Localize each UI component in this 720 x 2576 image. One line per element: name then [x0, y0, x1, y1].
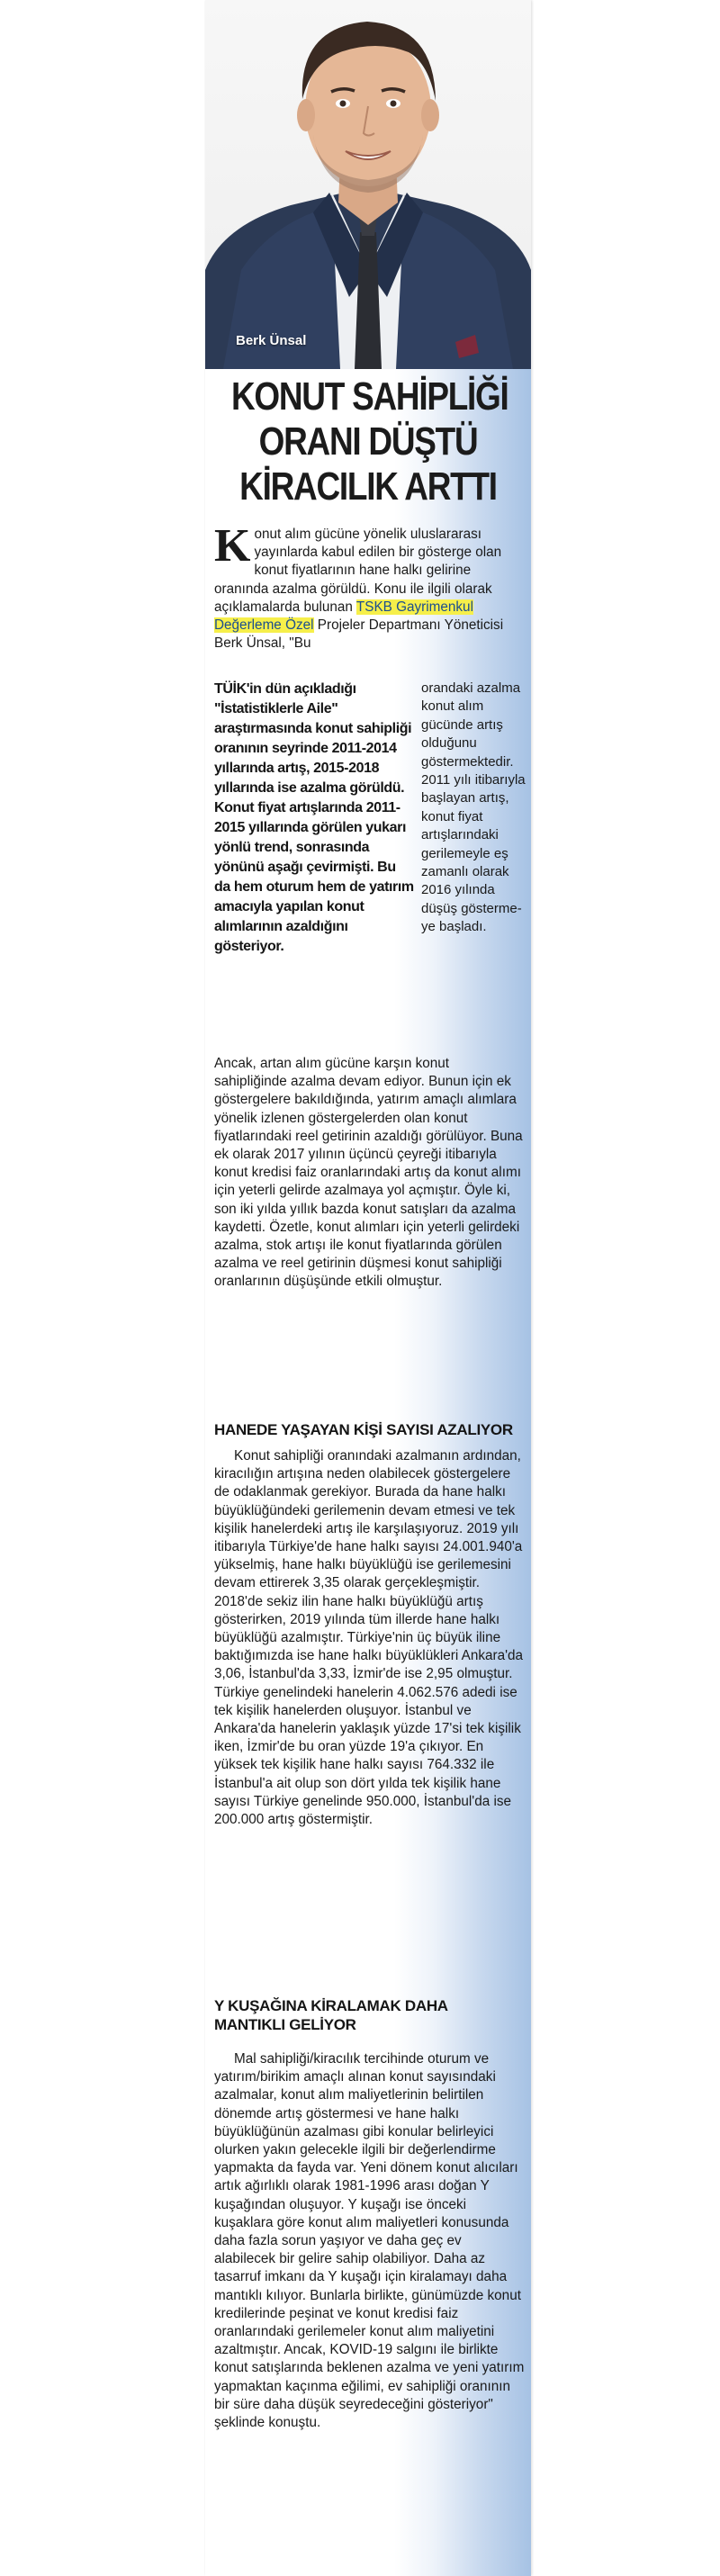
highlighted-company-name: TSKB Gayrimenkul Değerleme Özel: [214, 599, 473, 634]
lead-text-b: Projeler Departmanı Yöneticisi Berk Ünsal, "Bu: [214, 617, 504, 652]
body-paragraph-3: Mal sahipliği/kiracılık tercihinde oturum ve yatırım/birikim amaçlı alınan konut sayısındaki azalmalar, konut alım maliyetlerinin belirtilen dönemde artış göstermesi ve hane halkı büyüklüğünün azalması gibi konular belirleyici olurken yakın gelecekle ilgili bir değerlendirme yapmakta da fayda var. Yeni dönem konut alıcıları artık ağırlıklı olarak 1981-1996 arası doğan Y kuşağından oluşuyor. Y kuşağı ise önceki kuşaklara göre konut alım maliyetleri konusunda daha fazla sorun yaşıyor ve daha geç ev alabilecek bir gelire sahip olabiliyor. Daha az tasarruf imkanı da Y kuşağı için kiralamayı daha mantıklı kılıyor. Bunlarla birlikte, günümüzde konut kredilerinde peşinat ve konut kredisi faiz oranlarındaki gerilemeler konut alım maliyetini azaltmıştır. Ancak, KOVID-19 salgını ile birlikte konut satışlarında beklenen azalma ve yeni yatırım yapmaktan kaçınma eğilimi, ev sahipliği oranının bir süre daha düşük seyredeceğini gösteriyor" şeklinde konuştu.: [214, 2051, 525, 2431]
headline-line-1: KONUT SAHİPLİĞİ: [230, 374, 508, 419]
portrait-photo: [205, 0, 531, 369]
lead-text-a: onut alım gücüne yönelik uluslararası yayınlarda kabul edilen bir gösterge olan konut fiyatlarının hane halkı gelirine oranında azalma görüldü. Konu ile ilgili olarak açıklamalarda bulunan: [214, 527, 502, 615]
news-clipping: [205, 0, 531, 2576]
photo-caption: Berk Ünsal: [236, 333, 307, 348]
headline-line-2: ORANI DÜŞTÜ: [258, 419, 478, 464]
drop-cap: K: [214, 520, 251, 572]
subhead-household-size: HANEDE YAŞAYAN KİŞİ SAYISI AZALIYOR: [214, 1421, 513, 1438]
subhead-generation-y: Y KUŞAĞINA KİRALAMAK DAHA MANTIKLI GELİYOR: [214, 1997, 448, 2033]
headline-line-3: KİRACILIK ARTTI: [239, 464, 497, 509]
headline: [230, 374, 508, 509]
pull-quote: TÜİK'in dün açıkladığı "İstatistiklerle Aile" araştırmasında konut sahipliği oranının seyrinde 2011-2014 yıllarında artış, 2015-2018 yıllarında ise azalma görüldü. Konut fiyat artışlarında 2011-2015 yıllarında görülen yukarı yönlü trend, sonrasında yönünü aşağı çevirmişti. Bu da hem oturum hem de yatırım amacıyla yapılan konut alımlarının azaldığını gösteriyor.: [214, 681, 414, 954]
side-column-text: orandaki azalma konut alım gücünde artış olduğunu göstermektedir. 2011 yılı itibarıyla başlayan artış, konut fiyat artışlarındaki gerilemeyle eş zamanlı olarak 2016 yılında düşüş gösterme-ye başladı.: [421, 680, 526, 935]
lead-paragraph: [214, 520, 522, 653]
body-paragraph-1: Ancak, artan alım gücüne karşın konut sahipliğinde azalma devam ediyor. Bunun için ek göstergelere bakıldığında, yatırım amaçlı alımlara yönelik izlenen göstergelerden olan konut fiyatlarındaki reel getirinin azaldığı görülüyor. Buna ek olarak 2017 yılının üçüncü çeyreği itibarıyla konut kredisi faiz oranlarındaki artış da konut alımı için yeterli gelirde azalmaya yol açmıştır. Öyle ki, son iki yılda yıllık bazda konut satışları da azalma kaydetti. Özetle, konut alımları için yeterli gelirdeki azalma, stok artışı ile konut fiyatlarında görülen azalma ve reel getirinin düşmesi konut sahipliği oranlarının düşüşünde etkili olmuştur.: [214, 1056, 523, 1290]
portrait-illustration: [205, 0, 531, 369]
body-paragraph-2: Konut sahipliği oranındaki azalmanın ardından, kiracılığın artışına neden olabilecek göstergelere de odaklanmak gerekiyor. Burada da hane halkı büyüklüğündeki gerilemenin devam etmesi ve tek kişilik hanelerdeki artış ile karşılaşıyoruz. 2019 yılı itibarıyla Türkiye'de hane halkı sayısı 24.001.940'a yükselmiş, hane halkı büyüklüğü ise gerilemesini devam ettirerek 3,35 olarak gerçekleşmiştir. 2018'de sekiz ilin hane halkı büyüklüğü artış gösterirken, 2019 yılında tüm illerde hane halkı büyüklüğü azalmıştır. Türkiye'nin üç büyük iline baktığımızda ise hane halkı büyüklükleri Ankara'da 3,06, İstanbul'da 3,33, İzmir'de ise 2,95 olmuştur. Türkiye genelindeki hanelerin 4.062.576 adedi ise tek kişilik hanelerden oluşuyor. İstanbul ve Ankara'da hanelerin yaklaşık yüzde 17'si tek kişilik iken, İzmir'de bu oran yüzde 19'a çıkıyor. En yüksek tek kişilik hane halkı sayısı 764.332 ile İstanbul'a ait olup son dört yılda tek kişilik hane sayısı Türkiye genelinde 950.000, İstanbul'da ise 200.000 artış göstermiştir.: [214, 1448, 524, 1828]
